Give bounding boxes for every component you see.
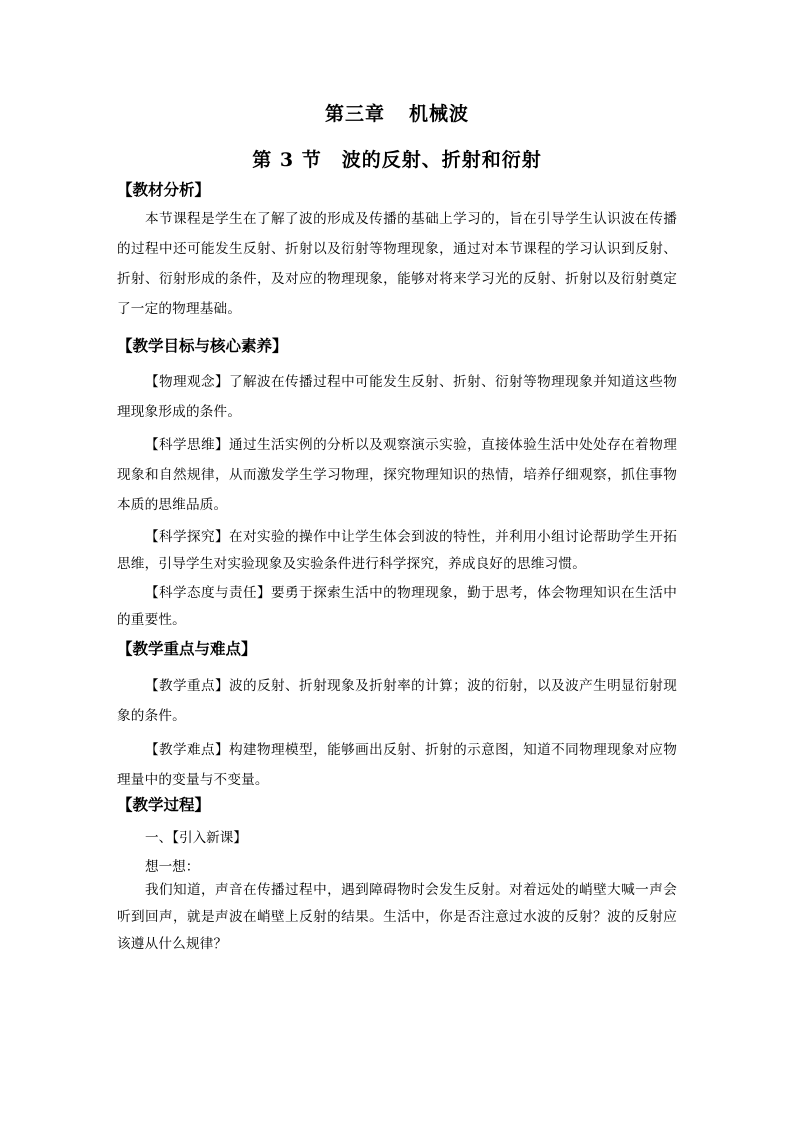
paragraph-difficult-point: 【教学难点】构建物理模型，能够画出反射、折射的示意图，知道不同物理现象对应物理量中的变量与不变量。 xyxy=(117,742,677,788)
heading-textbook-analysis: 【教材分析】 xyxy=(117,180,211,199)
heading-teaching-process: 【教学过程】 xyxy=(117,795,211,814)
section-number: 第 3 节 xyxy=(252,149,322,171)
label-think: 想一想： xyxy=(145,859,200,875)
chapter-name: 机械波 xyxy=(409,103,470,125)
paragraph-scientific-inquiry: 【科学探究】在对实验的操作中让学生体会到波的特性，并利用小组讨论帮助学生开拓思维，引导学生对实验现象及实验条件进行科学探究，养成良好的思维习惯。 xyxy=(117,529,677,572)
chapter-title xyxy=(117,99,677,126)
paragraph-textbook-analysis: 本节课程是学生在了解了波的形成及传播的基础上学习的，旨在引导学生认识波在传播的过程中还可能发生反射、折射以及衍射等物理现象，通过对本节课程的学习认识到反射、折射、衍射形成的条件，及对应的物理现象，能够对将来学习光的反射、折射以及衍射奠定了一定的物理基础。 xyxy=(117,211,677,317)
section-title xyxy=(117,145,677,172)
paragraph-intro: 我们知道，声音在传播过程中，遇到障碍物时会发生反射。对着远处的峭壁大喊一声会听到回声，就是声波在峭壁上反射的结果。生活中，你是否注意过水波的反射？波的反射应该遵从什么规律？ xyxy=(117,882,677,952)
subheading-intro-lesson: 一、【引入新课】 xyxy=(145,830,247,846)
paragraph-scientific-thinking: 【科学思维】通过生活实例的分析以及观察演示实验，直接体验生活中处处存在着物理现象和自然规律，从而激发学生学习物理，探究物理知识的热情，培养仔细观察，抓住事物本质的思维品质。 xyxy=(117,437,677,513)
chapter-number: 第三章 xyxy=(324,103,385,125)
paragraph-scientific-attitude: 【科学态度与责任】要勇于探索生活中的物理现象，勤于思考，体会物理知识在生活中的重要性。 xyxy=(117,585,677,628)
heading-teaching-goals: 【教学目标与核心素养】 xyxy=(117,336,288,355)
section-name: 波的反射、折射和衍射 xyxy=(341,149,542,171)
paragraph-physics-concept: 【物理观念】了解波在传播过程中可能发生反射、折射、衍射等物理现象并知道这些物理现象形成的条件。 xyxy=(117,374,677,420)
heading-key-points: 【教学重点与难点】 xyxy=(117,639,257,658)
paragraph-key-point: 【教学重点】波的反射、折射现象及折射率的计算；波的衍射，以及波产生明显衍射现象的条件。 xyxy=(117,678,677,724)
